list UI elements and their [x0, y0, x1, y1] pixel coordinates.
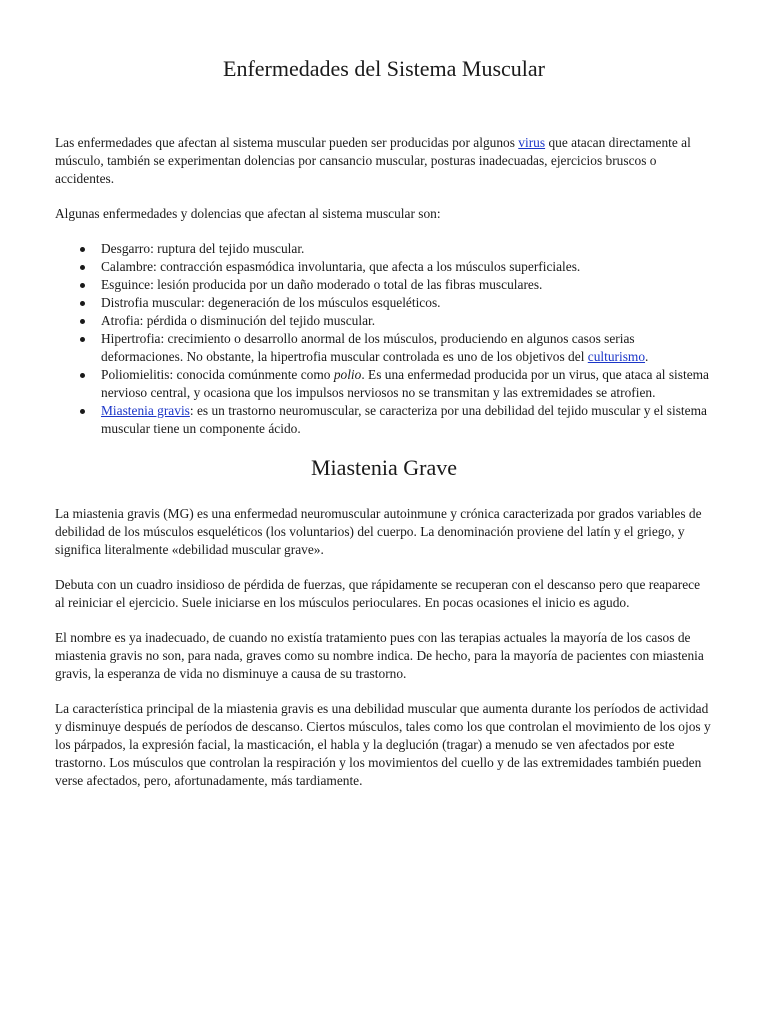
- document-page: [55, 54, 713, 807]
- list-item-hipertrofia: [101, 330, 713, 366]
- virus-link[interactable]: virus: [518, 135, 546, 150]
- page-title: Enfermedades del Sistema Muscular: [223, 56, 545, 81]
- miastenia-paragraph-3: El nombre es ya inadecuado, de cuando no existía tratamiento pues con las terapias actuales la mayoría de los casos de miastenia gravis no son, para nada, graves como su nombre indica. De hecho, para la mayoría de pacientes con miastenia gravis, la esperanza de vida no disminuye a causa de su trastorno.: [55, 630, 704, 681]
- list-item-desgarro: Desgarro: ruptura del tejido muscular.: [101, 240, 713, 258]
- disease-list: [55, 240, 713, 438]
- list-item-calambre: Calambre: contracción espasmódica involuntaria, que afecta a los músculos superficiales.: [101, 258, 713, 276]
- miastenia-paragraph-4: La característica principal de la miastenia gravis es una debilidad muscular que aumenta durante los períodos de actividad y disminuye después de períodos de descanso. Ciertos músculos, tales como los que controlan el movimiento de los ojos y los párpados, la expresión facial, la masticación, el habla y la deglución (tragar) a menudo se ven afectados por este trastorno. Los músculos que controlan la respiración y los movimientos del cuello y de las extremidades también pueden verse afectados, pero, afortunadamente, más tardiamente.: [55, 701, 711, 788]
- intro-text-after: que atacan directamente al músculo, también se experimentan dolencias por cansancio muscular, posturas inadecuadas, ejercicios bruscos o accidentes.: [55, 135, 691, 186]
- polio-text-before: Poliomielitis: conocida comúnmente como: [101, 367, 334, 382]
- list-item-esguince: Esguince: lesión producida por un daño moderado o total de las fibras musculares.: [101, 276, 713, 294]
- miastenia-paragraph-2: Debuta con un cuadro insidioso de pérdida de fuerzas, que rápidamente se recuperan con el descanso pero que reaparece al reiniciar el ejercicio. Suele iniciarse en los músculos perioculares. En pocas ocasiones el inicio es agudo.: [55, 577, 701, 610]
- list-item-poliomielitis: [101, 366, 713, 402]
- intro-paragraph: [55, 134, 713, 188]
- list-intro: Algunas enfermedades y dolencias que afectan al sistema muscular son:: [55, 206, 441, 221]
- culturismo-link[interactable]: culturismo: [587, 349, 646, 364]
- list-item-distrofia: Distrofia muscular: degeneración de los músculos esqueléticos.: [101, 294, 713, 312]
- list-item-atrofia: Atrofia: pérdida o disminución del tejido muscular.: [101, 312, 713, 330]
- miastenia-text: : es un trastorno neuromuscular, se caracteriza por una debilidad del tejido muscular y el sistema muscular tiene un componente ácido.: [101, 403, 707, 436]
- miastenia-gravis-link[interactable]: Miastenia gravis: [101, 403, 190, 418]
- miastenia-paragraph-1: La miastenia gravis (MG) es una enfermedad neuromuscular autoinmune y crónica caracterizada por grados variables de debilidad de los músculos esqueléticos (los voluntarios) del cuerpo. La denominación proviene del latín y el griego, y significa literalmente «debilidad muscular grave».: [55, 506, 702, 557]
- polio-italic: polio: [333, 367, 362, 382]
- intro-text-before: Las enfermedades que afectan al sistema muscular pueden ser producidas por algunos: [55, 135, 519, 150]
- hipertrofia-text: Hipertrofia: crecimiento o desarrollo anormal de los músculos, produciendo en algunos casos serias deformaciones. No obstante, la hipertrofia muscular controlada es uno de los objetivos del: [101, 331, 635, 364]
- polio-text-after: . Es una enfermedad producida por un virus, que ataca al sistema nervioso central, y ocasiona que los impulsos nerviosos no se transmitan y las extremidades se atrofien.: [101, 367, 710, 400]
- section-title-miastenia: Miastenia Grave: [311, 455, 457, 480]
- hipertrofia-period: .: [645, 349, 649, 364]
- list-item-miastenia: [101, 402, 713, 438]
